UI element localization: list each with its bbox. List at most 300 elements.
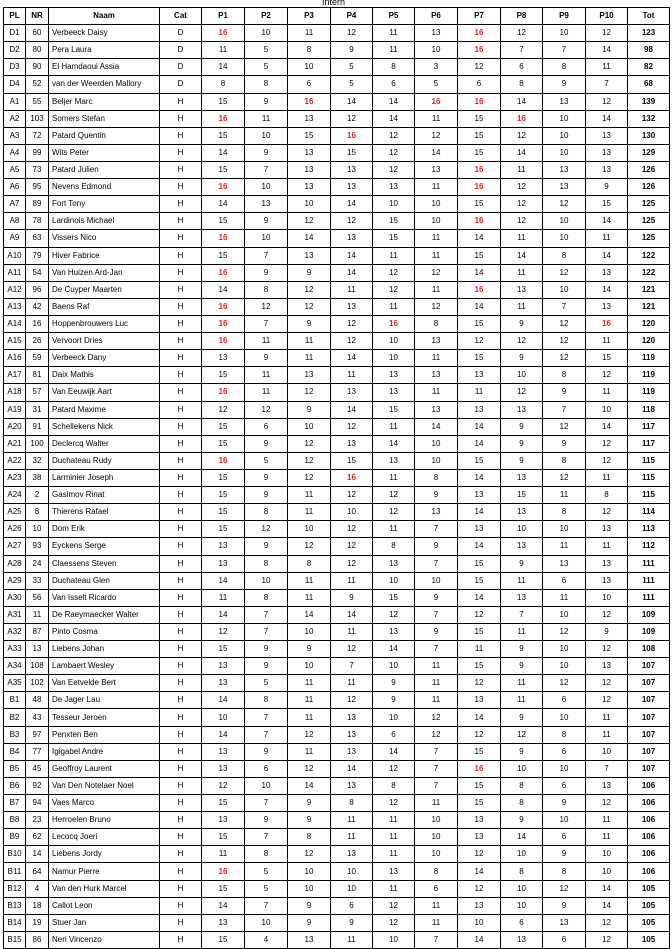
table-cell: 14	[458, 298, 501, 315]
table-cell: 117	[628, 435, 670, 452]
table-cell: 15	[458, 315, 501, 332]
table-cell: H	[160, 315, 202, 332]
table-cell: 106	[628, 777, 670, 794]
table-row	[4, 418, 670, 435]
table-cell: 11	[331, 812, 373, 829]
table-cell: 16	[458, 760, 501, 777]
results-table	[3, 7, 670, 949]
table-cell: 7	[415, 931, 458, 948]
table-cell: 109	[628, 623, 670, 640]
table-cell: 16	[202, 25, 245, 42]
table-cell: 8	[501, 863, 543, 880]
table-cell: 14	[331, 350, 373, 367]
table-cell: 10	[26, 521, 49, 538]
table-cell: Verbeeck Dany	[49, 350, 160, 367]
table-cell: 107	[628, 692, 670, 709]
table-cell: Hiver Fabrice	[49, 247, 160, 264]
table-cell: 14	[586, 213, 628, 230]
table-cell: 11	[373, 42, 415, 59]
table-cell: 13	[331, 726, 373, 743]
table-cell: 9	[288, 264, 331, 281]
table-cell: A16	[4, 350, 26, 367]
table-cell: 13	[415, 333, 458, 350]
table-cell: 16	[202, 333, 245, 350]
table-cell: 12	[373, 504, 415, 521]
table-row	[4, 555, 670, 572]
table-cell: 10	[586, 589, 628, 606]
table-row	[4, 452, 670, 469]
table-cell: 15	[202, 247, 245, 264]
table-cell: 8	[415, 315, 458, 332]
table-row	[4, 726, 670, 743]
table-cell: 10	[245, 230, 288, 247]
table-cell: 13	[501, 589, 543, 606]
table-cell: 7	[586, 760, 628, 777]
table-cell: 11	[331, 829, 373, 846]
table-cell: 13	[586, 555, 628, 572]
table-cell: 13	[458, 692, 501, 709]
table-cell: 7	[245, 315, 288, 332]
table-cell: 12	[543, 623, 586, 640]
table-cell: Stuer Jan	[49, 914, 160, 931]
table-cell: Tesseur Jeroen	[49, 709, 160, 726]
table-cell: 13	[458, 521, 501, 538]
table-cell: 14	[202, 897, 245, 914]
table-cell: 102	[26, 675, 49, 692]
table-cell: 8	[543, 59, 586, 76]
table-cell: 12	[373, 281, 415, 298]
table-cell: 9	[288, 897, 331, 914]
table-cell: 105	[628, 931, 670, 948]
table-cell: 14	[586, 418, 628, 435]
table-cell: 12	[373, 127, 415, 144]
table-cell: 11	[373, 846, 415, 863]
table-cell: Lecocq Joeri	[49, 829, 160, 846]
table-cell: 11	[373, 521, 415, 538]
table-cell: 11	[586, 333, 628, 350]
table-cell: 12	[543, 315, 586, 332]
table-cell: H	[160, 846, 202, 863]
table-cell: 16	[586, 315, 628, 332]
table-cell: 12	[288, 384, 331, 401]
table-cell: 12	[586, 25, 628, 42]
table-cell: 11	[415, 658, 458, 675]
table-cell: 13	[373, 179, 415, 196]
table-cell: Penxten Ben	[49, 726, 160, 743]
table-cell: 6	[543, 829, 586, 846]
table-cell: 7	[501, 42, 543, 59]
table-row	[4, 897, 670, 914]
table-cell: 10	[586, 863, 628, 880]
table-cell: H	[160, 726, 202, 743]
table-cell: 10	[458, 914, 501, 931]
table-cell: 13	[415, 401, 458, 418]
table-row	[4, 264, 670, 281]
table-cell: 13	[458, 401, 501, 418]
table-cell: Vervoort Dries	[49, 333, 160, 350]
table-cell: Patard Maxime	[49, 401, 160, 418]
table-cell: A1	[4, 93, 26, 110]
table-cell: 16	[458, 42, 501, 59]
table-cell: 15	[202, 161, 245, 178]
table-cell: 11	[288, 487, 331, 504]
table-cell: 16	[501, 110, 543, 127]
table-cell: A28	[4, 555, 26, 572]
table-cell: H	[160, 812, 202, 829]
table-cell: 14	[501, 247, 543, 264]
table-cell: A30	[4, 589, 26, 606]
table-cell: 5	[245, 863, 288, 880]
table-cell: Beljer Marc	[49, 93, 160, 110]
table-cell: 7	[415, 521, 458, 538]
table-cell: Igigabel Andre	[49, 743, 160, 760]
table-cell: 7	[245, 623, 288, 640]
table-cell: 13	[543, 161, 586, 178]
table-cell: 77	[26, 743, 49, 760]
table-cell: 16	[202, 452, 245, 469]
table-cell: 9	[415, 623, 458, 640]
table-cell: 10	[586, 743, 628, 760]
table-cell: 121	[628, 298, 670, 315]
table-cell: 12	[543, 333, 586, 350]
table-cell: 10	[245, 914, 288, 931]
table-cell: 16	[202, 230, 245, 247]
table-cell: B6	[4, 777, 26, 794]
table-cell: 11	[586, 59, 628, 76]
table-cell: 108	[628, 641, 670, 658]
table-cell: De Raeymaecker Walter	[49, 606, 160, 623]
table-cell: De Jager Lau	[49, 692, 160, 709]
table-cell: 16	[458, 161, 501, 178]
table-cell: 16	[202, 110, 245, 127]
table-cell: 16	[415, 93, 458, 110]
table-cell: 11	[288, 333, 331, 350]
table-cell: 13	[202, 812, 245, 829]
table-cell: 15	[458, 127, 501, 144]
column-header: P4	[331, 8, 373, 25]
table-cell: 10	[288, 521, 331, 538]
table-cell: 14	[331, 264, 373, 281]
table-cell: B4	[4, 743, 26, 760]
table-cell: 11	[501, 692, 543, 709]
table-cell: 13	[586, 777, 628, 794]
table-cell: 12	[458, 726, 501, 743]
table-cell: 15	[202, 367, 245, 384]
table-cell: 64	[26, 863, 49, 880]
table-cell: 11	[543, 589, 586, 606]
table-cell: 10	[415, 846, 458, 863]
table-cell: 12	[331, 315, 373, 332]
table-cell: 13	[202, 350, 245, 367]
table-cell: Namur Pierre	[49, 863, 160, 880]
table-cell: 12	[543, 264, 586, 281]
table-cell: 10	[415, 452, 458, 469]
column-header: P3	[288, 8, 331, 25]
table-cell: 14	[331, 401, 373, 418]
table-cell: Van Eeuwijk Aart	[49, 384, 160, 401]
table-cell: 6	[501, 914, 543, 931]
table-cell: H	[160, 281, 202, 298]
table-cell: H	[160, 196, 202, 213]
table-cell: 11	[373, 812, 415, 829]
table-cell: 120	[628, 333, 670, 350]
table-cell: 14	[458, 435, 501, 452]
table-cell: 11	[586, 709, 628, 726]
table-cell: 14	[202, 144, 245, 161]
table-cell: 12	[331, 641, 373, 658]
table-cell: 103	[26, 110, 49, 127]
table-cell: 13	[501, 504, 543, 521]
table-cell: 14	[586, 897, 628, 914]
table-cell: 8	[543, 726, 586, 743]
table-cell: 11	[415, 247, 458, 264]
table-cell: 12	[586, 795, 628, 812]
table-cell: 15	[373, 230, 415, 247]
table-cell: 14	[202, 726, 245, 743]
table-cell: 14	[202, 572, 245, 589]
table-cell: 11	[288, 350, 331, 367]
table-cell: 15	[202, 931, 245, 948]
table-cell: H	[160, 709, 202, 726]
table-cell: A18	[4, 384, 26, 401]
table-cell: 10	[331, 504, 373, 521]
table-cell: A22	[4, 452, 26, 469]
table-cell: 9	[501, 743, 543, 760]
table-cell: 12	[501, 25, 543, 42]
table-cell: H	[160, 110, 202, 127]
table-cell: 12	[543, 418, 586, 435]
table-row	[4, 213, 670, 230]
table-cell: 11	[331, 572, 373, 589]
table-cell: 16	[458, 93, 501, 110]
table-cell: 13	[458, 487, 501, 504]
table-cell: 12	[331, 487, 373, 504]
table-cell: 8	[543, 247, 586, 264]
table-cell: 125	[628, 230, 670, 247]
table-cell: H	[160, 230, 202, 247]
table-cell: A31	[4, 606, 26, 623]
table-cell: 45	[26, 760, 49, 777]
table-cell: Larminier Joseph	[49, 469, 160, 486]
table-cell: 9	[586, 179, 628, 196]
table-cell: 12	[288, 213, 331, 230]
table-cell: 6	[543, 692, 586, 709]
table-cell: 12	[373, 760, 415, 777]
table-cell: 15	[202, 93, 245, 110]
table-cell: 16	[202, 384, 245, 401]
table-cell: 106	[628, 795, 670, 812]
table-cell: 10	[543, 812, 586, 829]
table-cell: 13	[331, 709, 373, 726]
table-cell: 9	[501, 418, 543, 435]
table-cell: Van den Hurk Marcel	[49, 880, 160, 897]
table-cell: 14	[458, 589, 501, 606]
table-cell: 8	[245, 555, 288, 572]
table-cell: 11	[586, 469, 628, 486]
table-cell: 6	[245, 418, 288, 435]
table-cell: 12	[331, 110, 373, 127]
table-cell: 14	[26, 846, 49, 863]
table-cell: 10	[245, 179, 288, 196]
table-cell: 7	[245, 897, 288, 914]
table-cell: 15	[586, 196, 628, 213]
table-cell: 13	[202, 760, 245, 777]
table-cell: 54	[26, 264, 49, 281]
table-cell: 13	[501, 931, 543, 948]
table-row	[4, 25, 670, 42]
table-cell: H	[160, 863, 202, 880]
table-cell: 12	[288, 469, 331, 486]
table-cell: 9	[543, 897, 586, 914]
table-cell: 11	[415, 179, 458, 196]
table-cell: 11	[415, 350, 458, 367]
table-cell: Gasimov Rinat	[49, 487, 160, 504]
table-cell: 14	[501, 93, 543, 110]
table-row	[4, 144, 670, 161]
table-cell: 13	[288, 144, 331, 161]
table-cell: 15	[373, 401, 415, 418]
table-cell: 111	[628, 589, 670, 606]
table-cell: Callot Leon	[49, 897, 160, 914]
table-cell: 10	[586, 846, 628, 863]
table-cell: 11	[331, 281, 373, 298]
table-cell: 10	[373, 333, 415, 350]
table-cell: 11	[586, 829, 628, 846]
table-cell: 8	[26, 504, 49, 521]
table-cell: 12	[331, 555, 373, 572]
table-cell: 12	[458, 606, 501, 623]
table-cell: 12	[373, 606, 415, 623]
table-cell: 12	[373, 161, 415, 178]
table-row	[4, 606, 670, 623]
table-cell: 109	[628, 606, 670, 623]
table-cell: Geoffroy Laurent	[49, 760, 160, 777]
table-cell: 11	[245, 110, 288, 127]
table-cell: H	[160, 161, 202, 178]
table-cell: 7	[586, 76, 628, 93]
table-cell: 12	[458, 59, 501, 76]
table-cell: 11	[245, 333, 288, 350]
table-cell: De Cuyper Maarten	[49, 281, 160, 298]
table-cell: 43	[26, 709, 49, 726]
table-cell: A34	[4, 658, 26, 675]
table-cell: H	[160, 623, 202, 640]
table-cell: A23	[4, 469, 26, 486]
column-header: P10	[586, 8, 628, 25]
table-cell: 10	[245, 25, 288, 42]
table-cell: 13	[288, 179, 331, 196]
table-cell: 10	[245, 127, 288, 144]
table-cell: 13	[501, 281, 543, 298]
table-cell: 16	[458, 179, 501, 196]
table-cell: 7	[501, 606, 543, 623]
table-cell: 13	[415, 25, 458, 42]
table-cell: H	[160, 384, 202, 401]
table-cell: 107	[628, 709, 670, 726]
table-cell: D	[160, 59, 202, 76]
table-cell: 117	[628, 418, 670, 435]
table-cell: H	[160, 469, 202, 486]
table-cell: 11	[501, 572, 543, 589]
table-cell: 10	[373, 931, 415, 948]
table-cell: 15	[501, 487, 543, 504]
table-cell: 14	[586, 281, 628, 298]
table-cell: 13	[543, 555, 586, 572]
table-cell: 15	[202, 418, 245, 435]
table-cell: 9	[501, 812, 543, 829]
table-cell: 9	[245, 538, 288, 555]
table-cell: 10	[543, 144, 586, 161]
table-cell: 8	[501, 795, 543, 812]
table-cell: 7	[245, 247, 288, 264]
table-cell: 119	[628, 367, 670, 384]
table-cell: 122	[628, 247, 670, 264]
table-cell: 12	[245, 521, 288, 538]
table-row	[4, 658, 670, 675]
table-cell: 14	[202, 692, 245, 709]
table-cell: 94	[26, 795, 49, 812]
table-row	[4, 59, 670, 76]
table-cell: 7	[245, 795, 288, 812]
table-cell: 9	[245, 264, 288, 281]
table-cell: A6	[4, 179, 26, 196]
table-cell: 10	[373, 658, 415, 675]
table-cell: 12	[202, 777, 245, 794]
table-cell: 9	[501, 435, 543, 452]
table-cell: 12	[245, 401, 288, 418]
table-cell: Liebens Johan	[49, 641, 160, 658]
table-cell: 13	[501, 401, 543, 418]
table-cell: 118	[628, 401, 670, 418]
table-cell: 10	[415, 42, 458, 59]
table-cell: 105	[628, 880, 670, 897]
table-cell: B9	[4, 829, 26, 846]
table-cell: 129	[628, 144, 670, 161]
table-cell: 15	[458, 110, 501, 127]
table-cell: 107	[628, 743, 670, 760]
table-cell: 10	[415, 213, 458, 230]
table-cell: H	[160, 435, 202, 452]
table-cell: A4	[4, 144, 26, 161]
table-cell: 15	[202, 829, 245, 846]
table-cell: H	[160, 914, 202, 931]
table-cell: 108	[26, 658, 49, 675]
table-cell: 106	[628, 863, 670, 880]
table-cell: 13	[458, 897, 501, 914]
table-cell: 13	[202, 743, 245, 760]
table-cell: 10	[501, 760, 543, 777]
table-cell: 73	[26, 161, 49, 178]
table-cell: 10	[288, 863, 331, 880]
table-cell: 15	[458, 196, 501, 213]
table-cell: 12	[586, 504, 628, 521]
table-row	[4, 623, 670, 640]
table-cell: 15	[458, 795, 501, 812]
table-cell: 119	[628, 350, 670, 367]
table-cell: 14	[331, 93, 373, 110]
table-cell: 12	[373, 144, 415, 161]
table-cell: 8	[202, 76, 245, 93]
table-cell: 14	[458, 230, 501, 247]
table-cell: 7	[331, 658, 373, 675]
table-cell: 13	[543, 179, 586, 196]
table-cell: 7	[543, 298, 586, 315]
table-cell: H	[160, 777, 202, 794]
table-row	[4, 504, 670, 521]
table-cell: 24	[26, 555, 49, 572]
table-cell: 14	[331, 247, 373, 264]
table-cell: 9	[501, 658, 543, 675]
